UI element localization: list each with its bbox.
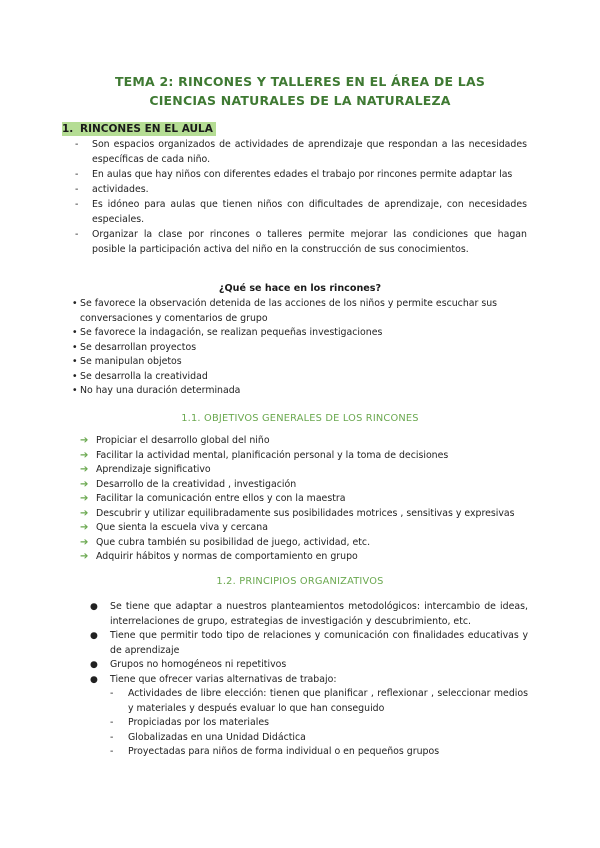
list-item: • Se manipulan objetos: [72, 355, 532, 370]
list-item: ➔ Que sienta la escuela viva y cercana: [80, 521, 540, 536]
list-item: ➔ Facilitar la actividad mental, planificación personal y la toma de decisiones: [80, 449, 540, 464]
sub-list-item: - Proyectadas para niños de forma individual o en pequeños grupos: [110, 745, 528, 760]
objetivos-list: [80, 434, 540, 565]
sub-list-item: - Globalizadas en una Unidad Didáctica: [110, 731, 528, 746]
list-item: • Se favorece la indagación, se realizan pequeñas investigaciones: [72, 326, 532, 341]
arrow-right-icon: ➔: [80, 522, 89, 533]
principios-list: [88, 600, 528, 760]
list-item: ➔ Que cubra también su posibilidad de juego, actividad, etc.: [80, 536, 540, 551]
section-1-title: RINCONES EN EL AULA: [80, 123, 213, 135]
list-item: - Organizar la clase por rincones o talleres permite mejorar las condiciones que hagan posible la participación activa del niño en la construcción de sus conocimientos.: [75, 227, 527, 257]
list-item: • Se favorece la observación detenida de las acciones de los niños y permite escuchar sus conversaciones y comentarios de grupo: [72, 297, 532, 326]
list-item: ➔ Descubrir y utilizar equilibradamente sus posibilidades motrices , sensitivas y expresivas: [80, 507, 540, 522]
objetivos-heading: 1.1. OBJETIVOS GENERALES DE LOS RINCONES: [181, 413, 419, 424]
list-item: • No hay una duración determinada: [72, 384, 532, 399]
page-title: [60, 72, 540, 110]
sub-list-item: - Propiciadas por los materiales: [110, 716, 528, 731]
list-item: ➔ Desarrollo de la creatividad , investigación: [80, 478, 540, 493]
list-item: ➔ Adquirir hábitos y normas de comportamiento en grupo: [80, 550, 540, 565]
arrow-right-icon: ➔: [80, 507, 89, 519]
list-item: ➔ Aprendizaje significativo: [80, 463, 540, 478]
list-item: ● Tiene que ofrecer varias alternativas de trabajo: - Actividades de libre elección: tienen que planificar , reflexionar , seleccionar medios y materiales y después evaluar lo que han conseguido - Propiciadas por los materiales - Globalizadas en una Unidad Didáctica - Proyectadas para niños de forma individual o en pequeños grupos: [88, 673, 528, 760]
bullet-icon: ●: [90, 660, 98, 670]
principios-heading: 1.2. PRINCIPIOS ORGANIZATIVOS: [216, 576, 384, 587]
list-item: • Se desarrollan proyectos: [72, 341, 532, 356]
list-item: - En aulas que hay niños con diferentes edades el trabajo por rincones permite adaptar las: [75, 167, 527, 182]
arrow-right-icon: ➔: [80, 464, 89, 475]
section-1-number: 1.: [62, 123, 74, 135]
list-item: - Es idóneo para aulas que tienen niños con dificultades de aprendizaje, con necesidades especiales.: [75, 197, 527, 227]
alternativas-list: [110, 687, 528, 760]
arrow-right-icon: ➔: [80, 551, 89, 562]
sub-list-item: - Actividades de libre elección: tienen que planificar , reflexionar , seleccionar medios y materiales y después evaluar lo que han conseguido: [110, 687, 528, 716]
que-se-hace-list: [72, 297, 532, 399]
arrow-right-icon: ➔: [80, 435, 89, 446]
bullet-icon: ●: [90, 631, 98, 641]
list-item: ● Se tiene que adaptar a nuestros planteamientos metodológicos: intercambio de ideas, interrelaciones de grupo, estrategias de investigación y descubrimiento, etc.: [90, 601, 528, 627]
title-line-2: CIENCIAS NATURALES DE LA NATURALEZA: [149, 93, 451, 108]
list-item: - Son espacios organizados de actividades de aprendizaje que respondan a las necesidades específicas de cada niño.: [75, 137, 527, 167]
list-item: ➔ Facilitar la comunicación entre ellos y con la maestra: [80, 492, 540, 507]
arrow-right-icon: ➔: [80, 536, 89, 548]
list-item: - actividades.: [75, 182, 527, 197]
list-item: ● Tiene que permitir todo tipo de relaciones y comunicación con finalidades educativas y de aprendizaje: [90, 630, 528, 656]
que-se-hace-heading: ¿Qué se hace en los rincones?: [218, 283, 382, 294]
arrow-right-icon: ➔: [80, 478, 89, 490]
section-1-list: [75, 137, 527, 257]
section-1-heading: [62, 123, 216, 135]
list-item: ● Grupos no homogéneos ni repetitivos: [88, 658, 528, 673]
list-item: ➔ Propiciar el desarrollo global del niño: [80, 434, 540, 449]
bullet-icon: ●: [90, 674, 98, 685]
bullet-icon: ●: [90, 602, 98, 612]
list-item: • Se desarrolla la creatividad: [72, 370, 532, 385]
arrow-right-icon: ➔: [80, 493, 89, 504]
arrow-right-icon: ➔: [80, 449, 89, 461]
title-line-1: TEMA 2: RINCONES Y TALLERES EN EL ÁREA DE LAS: [114, 74, 486, 89]
